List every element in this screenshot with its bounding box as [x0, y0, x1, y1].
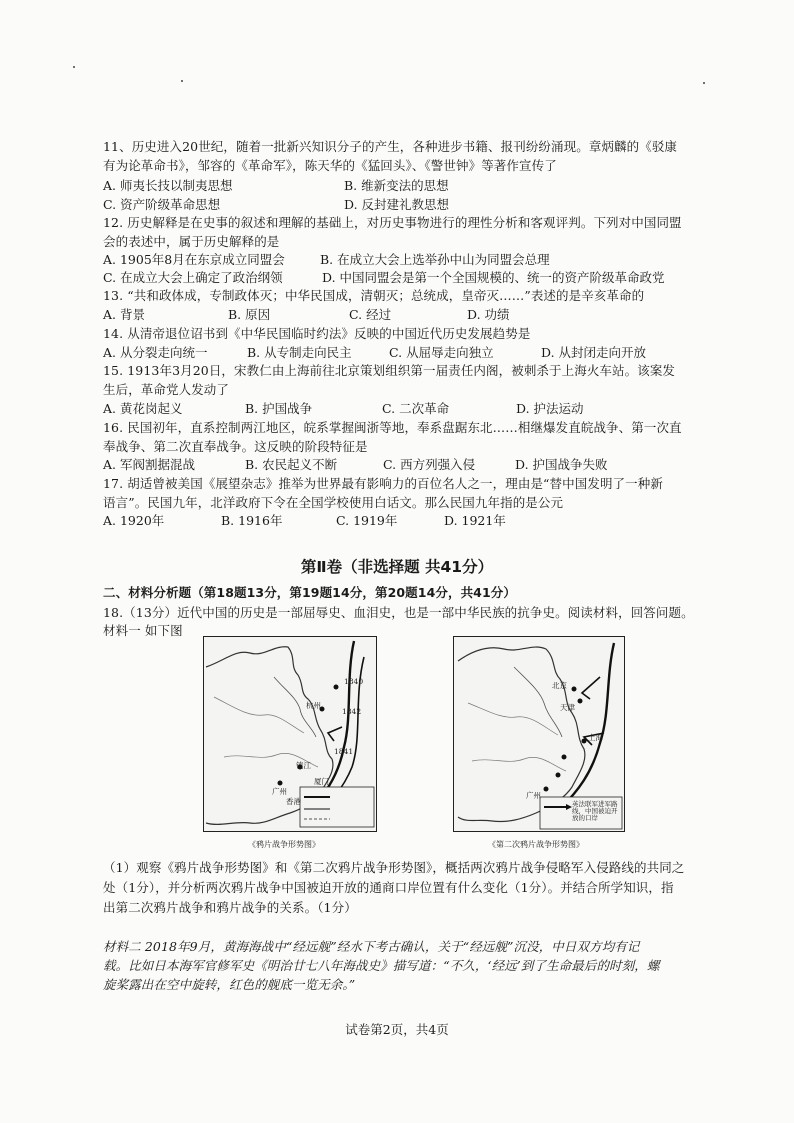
q17-stem-line2: 语言”。民国九年，北洋政府下令在全国学校使用白话文。那么民国九年指的是公元 — [103, 495, 564, 510]
q15-option-d: D. 护法运动 — [516, 401, 584, 416]
q12-option-a: A. 1905年8月在东京成立同盟会 — [103, 252, 285, 267]
map1-label-guangzhou: 广州 — [272, 787, 287, 796]
material2-line3: 旋桨露出在空中旋转，红色的舰底一览无余。” — [103, 977, 356, 992]
map2-legend: 英法联军进军路线，中国被迫开放的口岸 — [572, 800, 618, 822]
q13-stem: 13. “共和政体成，专制政体灭；中华民国成，清朝灭；总统成，皇帝灭……”表述的是辛亥革命的 — [103, 288, 645, 303]
q16-option-d: D. 护国战争失败 — [515, 457, 608, 472]
q12-stem-line2: 会的表述中，属于历史解释的是 — [103, 234, 280, 249]
map2-label-shanghai: 上海 — [588, 733, 603, 742]
scan-speck — [181, 80, 183, 82]
material2-line1: 材料二 2018年9月，黄海海战中“经远舰”经水下考古确认，关于“经远舰”沉没，中日双方均有记 — [103, 939, 640, 954]
q11-option-a: A. 师夷长技以制夷思想 — [103, 178, 233, 193]
q11-option-c: C. 资产阶级革命思想 — [103, 197, 221, 212]
q16-stem-line1: 16. 民国初年，直系控制两江地区，皖系掌握闽浙等地，奉系盘踞东北……相继爆发直皖战争、第一次直 — [103, 420, 682, 435]
q16-option-c: C. 西方列强入侵 — [383, 457, 476, 472]
material1-label: 材料一 如下图 — [103, 623, 183, 638]
q11-stem-line2: 有为论革命书》，邹容的《革命军》，陈天华的《猛回头》、《警世钟》等著作宣传了 — [103, 158, 557, 173]
q12-option-d: D. 中国同盟会是第一个全国规模的、统一的资产阶级革命政党 — [322, 270, 665, 285]
q17-option-b: B. 1916年 — [221, 513, 283, 528]
q11-stem-line1: 11、历史进入20世纪，随着一批新兴知识分子的产生，各种进步书籍、报刊纷纷涌现。章炳麟的《驳康 — [103, 139, 678, 154]
q13-option-d: D. 功绩 — [467, 307, 510, 322]
q13-option-b: B. 原因 — [228, 307, 271, 322]
q13-option-a: A. 背景 — [103, 307, 145, 322]
q14-option-a: A. 从分裂走向统一 — [103, 345, 208, 360]
q11-option-d: D. 反封建礼教思想 — [344, 197, 450, 212]
map1-label-xiamen: 厦门 — [314, 777, 329, 786]
q15-option-a: A. 黄花岗起义 — [103, 401, 183, 416]
q12-option-b: B. 在成立大会上选举孙中山为同盟会总理 — [320, 252, 550, 267]
q17-option-d: D. 1921年 — [444, 513, 506, 528]
q15-option-c: C. 二次革命 — [382, 401, 450, 416]
section-subtitle: 二、材料分析题（第18题13分，第19题14分，第20题14分，共41分） — [103, 585, 516, 600]
map2-label-tianjin: 天津 — [560, 703, 575, 712]
q16-option-a: A. 军阀割据混战 — [103, 457, 195, 472]
page-footer: 试卷第2页，共4页 — [345, 1022, 449, 1037]
map-first-opium-war — [203, 636, 377, 832]
q14-stem: 14. 从清帝退位诏书到《中华民国临时约法》反映的中国近代历史发展趋势是 — [103, 326, 531, 341]
q18-stem: 18.（13分）近代中国的历史是一部屈辱史、血泪史，也是一部中华民族的抗争史。阅读材料，回答问题。 — [103, 605, 694, 620]
material2-line2: 载。比如日本海军官修军史《明治廿七八年海战史》描写道：“不久，‘经远’到了生命最后的时刻，螺 — [103, 958, 660, 973]
q18-sub1-line3: 出第二次鸦片战争和鸦片战争的关系。（1分） — [103, 900, 357, 915]
q15-stem-line2: 生后，革命党人发动了 — [103, 382, 230, 397]
scan-speck — [73, 66, 75, 68]
q16-stem-line2: 奉战争、第二次直奉战争。这反映的阶段特征是 — [103, 439, 368, 454]
q13-option-c: C. 经过 — [349, 307, 392, 322]
map-second-opium-war — [453, 636, 625, 832]
q15-option-b: B. 护国战争 — [245, 401, 313, 416]
q16-option-b: B. 农民起义不断 — [245, 457, 338, 472]
section-title: 第Ⅱ卷（非选择题 共41分） — [300, 558, 494, 576]
map1-label-zhenjiang: 镇江 — [296, 761, 311, 770]
q17-option-a: A. 1920年 — [103, 513, 165, 528]
q17-option-c: C. 1919年 — [336, 513, 398, 528]
map2-caption: 《第二次鸦片战争形势图》 — [488, 840, 584, 849]
q18-sub1-line1: （1）观察《鸦片战争形势图》和《第二次鸦片战争形势图》，概括两次鸦片战争侵略军入侵路线的共同之 — [103, 860, 685, 875]
scan-speck — [703, 82, 705, 84]
map2-label-beijing: 北京 — [552, 681, 567, 690]
q15-stem-line1: 15. 1913年3月20日，宋教仁由上海前往北京策划组织第一届责任内阁，被刺杀于上海火车站。该案发 — [103, 363, 676, 378]
q14-option-d: D. 从封闭走向开放 — [541, 345, 647, 360]
map1-label-1842: 1842 — [342, 707, 362, 716]
map1-label-hangzhou: 杭州 — [306, 701, 321, 710]
q17-stem-line1: 17. 胡适曾被美国《展望杂志》推举为世界最有影响力的百位名人之一，理由是“替中国发明了一种新 — [103, 476, 663, 491]
map1-label-hongkong: 香港 — [286, 797, 301, 806]
q14-option-c: C. 从屈辱走向独立 — [389, 345, 494, 360]
q12-stem-line1: 12. 历史解释是在史事的叙述和理解的基础上，对历史事物进行的理性分析和客观评判。下列对中国同盟 — [103, 215, 682, 230]
map1-caption: 《鸦片战争形势图》 — [248, 840, 320, 849]
q11-option-b: B. 维新变法的思想 — [344, 178, 449, 193]
map1-label-1840: 1840 — [344, 677, 364, 686]
q18-sub1-line2: 处（1分），并分析两次鸦片战争中国被迫开放的通商口岸位置有什么变化（1分）。并结合所学知识，指 — [103, 880, 674, 895]
map1-label-1841: 1841 — [334, 747, 354, 756]
map2-label-guangzhou: 广州 — [526, 791, 541, 800]
q12-option-c: C. 在成立大会上确定了政治纲领 — [103, 270, 283, 285]
q14-option-b: B. 从专制走向民主 — [247, 345, 352, 360]
